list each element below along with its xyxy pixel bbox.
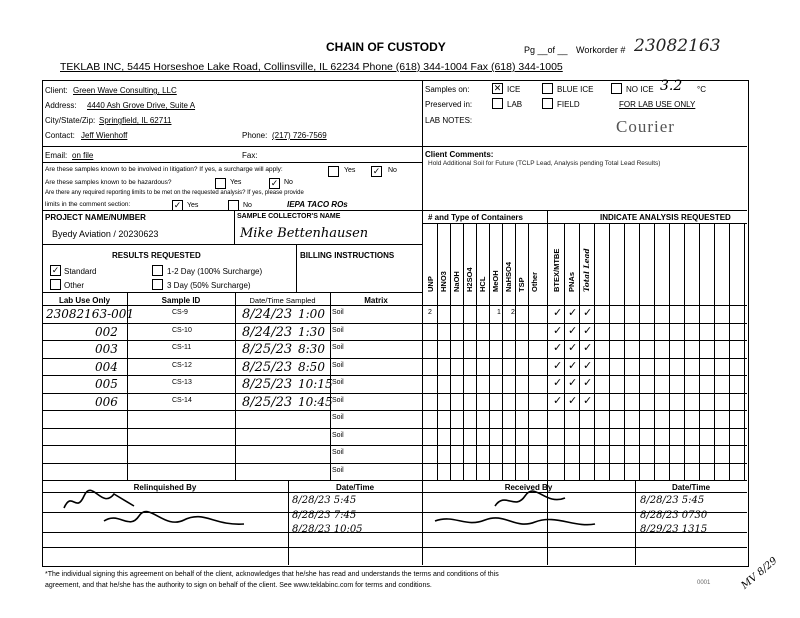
limits-question: Are there any required reporting limits to be met on the requested analysis? If yes, please provide	[45, 190, 304, 196]
samples-on-label: Samples on:	[425, 85, 470, 94]
btex-check-cell: ✓	[553, 394, 563, 407]
page-number-label: Pg __of __	[524, 45, 568, 55]
matrix-cell: Soil	[332, 344, 344, 351]
time-cell: 8:50	[298, 359, 325, 374]
blue-ice-checkbox[interactable]	[542, 83, 553, 94]
matrix-cell: Soil	[332, 466, 344, 474]
received-datetime-1: 8/28/23 5:45	[640, 495, 705, 506]
lead-check-cell: ✓	[583, 324, 593, 337]
btex-check-cell: ✓	[553, 377, 563, 389]
relinquished-signatures	[44, 486, 424, 546]
project-value: Byedy Aviation / 20230623	[52, 229, 159, 239]
email-value: on file	[72, 151, 94, 160]
temperature-value: 3.2	[660, 78, 683, 94]
client-comments-value: Hold Additional Soil for Future (TCLP Lead, Analysis pending Total Lead Results)	[428, 160, 661, 167]
hazardous-no-checkbox[interactable]: ✓	[270, 178, 279, 188]
preserved-lab-checkbox[interactable]	[492, 98, 503, 109]
pna-check-cell: ✓	[568, 342, 578, 354]
lead-check-cell: ✓	[583, 342, 593, 354]
container-col-h2so4: H2SO4	[465, 267, 474, 292]
three-day-label: 3 Day (50% Surcharge)	[167, 281, 251, 290]
lead-check-cell: ✓	[583, 377, 593, 389]
one-two-day-checkbox[interactable]	[152, 265, 163, 276]
signature-stroke-2	[104, 512, 244, 525]
lab-id-cell: 002	[95, 324, 118, 339]
relinquished-datetime-2: 8/28/23 7:45	[292, 510, 357, 521]
time-cell: 1:00	[298, 307, 325, 321]
pna-check-cell: ✓	[568, 377, 578, 389]
signature-stroke-4	[435, 518, 595, 525]
matrix-cell: Soil	[332, 379, 344, 386]
col-header-matrix: Matrix	[364, 296, 388, 305]
preserved-label: Preserved in:	[425, 100, 473, 109]
litigation-no-checkbox[interactable]: ✓	[372, 166, 381, 176]
courier-stamp: Courier	[616, 117, 675, 136]
relinquished-by-label: Relinquished By	[133, 483, 197, 492]
lab-id-cell: 004	[95, 359, 118, 374]
pna-check-cell: ✓	[568, 307, 578, 319]
workorder-label: Workorder #	[576, 45, 626, 55]
city-label: City/State/Zip:	[45, 116, 96, 125]
btex-check-cell: ✓	[553, 342, 563, 354]
sample-id-cell: CS-12	[172, 361, 192, 369]
col-header-date-time: Date/Time Sampled	[249, 296, 316, 305]
lab-notes-label: LAB NOTES:	[425, 116, 473, 125]
limits-yes-checkbox[interactable]: ✓	[173, 200, 182, 210]
container-col-meoh: MeOH	[491, 270, 500, 292]
analysis-col-pnas: PNAs	[567, 271, 576, 292]
limits-question-2: limits in the comment section:	[45, 201, 131, 208]
address-label: Address:	[45, 101, 77, 110]
date-cell: 8/25/23	[242, 342, 293, 357]
lab-address-line: TEKLAB INC, 5445 Horseshoe Lake Road, Collinsville, IL 62234 Phone (618) 344-1004 Fax (618) 344-1005	[60, 61, 563, 73]
signature-stroke-1	[64, 490, 134, 508]
meoh-count-cell: 1	[497, 309, 501, 316]
time-cell: 10:45	[298, 394, 333, 409]
container-col-tsp: TSP	[517, 277, 526, 292]
sample-id-cell: CS-13	[172, 379, 192, 386]
phone-label: Phone:	[242, 131, 268, 140]
btex-check-cell: ✓	[553, 359, 563, 372]
project-label: PROJECT NAME/NUMBER	[45, 213, 146, 222]
client-value: Green Wave Consulting, LLC	[73, 86, 177, 95]
ice-checkbox[interactable]: ✕	[493, 83, 502, 93]
containers-label: # and Type of Containers	[428, 213, 523, 222]
btex-check-cell: ✓	[553, 324, 563, 337]
one-two-day-label: 1-2 Day (100% Surcharge)	[167, 267, 263, 276]
standard-label: Standard	[64, 267, 97, 276]
matrix-cell: Soil	[332, 326, 344, 334]
litigation-no-label: No	[388, 167, 397, 174]
date-cell: 8/24/23	[242, 324, 293, 340]
lab-id-cell: 006	[95, 394, 118, 409]
received-signatures	[425, 486, 635, 546]
address-value: 4440 Ash Grove Drive, Suite A	[87, 101, 196, 110]
client-comments-label: Client Comments:	[425, 150, 494, 159]
no-ice-label: NO ICE	[626, 85, 654, 94]
limits-yes-label: Yes	[187, 202, 199, 209]
matrix-cell: Soil	[332, 396, 344, 404]
ice-label: ICE	[507, 85, 521, 94]
pna-check-cell: ✓	[568, 324, 578, 337]
three-day-checkbox[interactable]	[152, 279, 163, 290]
sample-id-cell: CS-11	[172, 344, 192, 351]
datetime-label-1: Date/Time	[335, 483, 375, 492]
analysis-col-total-lead: Total Lead	[582, 248, 591, 292]
signature-stroke-3	[495, 491, 565, 506]
contact-value: Jeff Wienhoff	[81, 131, 128, 140]
btex-check-cell: ✓	[553, 307, 563, 319]
date-cell: 8/25/23	[242, 377, 293, 392]
taco-ros-label: IEPA TACO ROs	[287, 200, 348, 209]
city-value: Springfield, IL 62711	[99, 116, 172, 125]
time-cell: 10:15	[298, 377, 333, 391]
preserved-field-label: FIELD	[557, 100, 580, 109]
container-col-hno3: HNO3	[439, 271, 448, 292]
pna-check-cell: ✓	[568, 359, 578, 372]
collector-label: SAMPLE COLLECTOR'S NAME	[237, 213, 341, 220]
container-col-nahso4: NaHSO4	[504, 261, 513, 292]
received-by-label: Received By	[504, 483, 553, 492]
col-header-lab-use: Lab Use Only	[58, 296, 111, 305]
container-col-unp: UNP	[426, 276, 435, 292]
preserved-field-checkbox[interactable]	[542, 98, 553, 109]
container-col-naoh: NaOH	[452, 271, 461, 292]
lab-id-cell: 23082163-001	[46, 307, 135, 321]
preserved-lab-label: LAB	[507, 100, 523, 109]
nahso4-count-cell: 2	[511, 309, 515, 316]
time-cell: 1:30	[298, 324, 325, 339]
time-cell: 8:30	[298, 342, 325, 356]
litigation-yes-label: Yes	[344, 167, 356, 174]
litigation-question: Are these samples known to be involved in litigation? If yes, a surcharge will apply:	[45, 166, 283, 173]
document-title: CHAIN OF CUSTODY	[326, 40, 446, 54]
email-label: Email:	[45, 151, 68, 160]
date-cell: 8/25/23	[242, 394, 293, 410]
container-col-hcl: HCL	[478, 276, 487, 292]
matrix-cell: Soil	[332, 361, 344, 369]
matrix-cell: Soil	[332, 431, 344, 439]
sample-id-cell: CS-14	[172, 396, 192, 404]
hazardous-yes-label: Yes	[230, 179, 242, 186]
temperature-unit: °C	[697, 85, 706, 94]
disclaimer-line-1: *The individual signing this agreement on behalf of the client, acknowledges that he/she has read and understands the terms and conditions of this	[45, 571, 499, 578]
reviewer-initials: MV 8/29	[739, 555, 780, 592]
collector-value: Mike Bettenhausen	[240, 226, 369, 241]
hazardous-question: Are these samples known to be hazardous?	[45, 179, 172, 186]
phone-value: (217) 726-7569	[272, 131, 327, 140]
litigation-yes-checkbox[interactable]	[328, 166, 339, 177]
limits-no-label: No	[243, 202, 252, 209]
hazardous-no-label: No	[284, 179, 293, 186]
matrix-cell: Soil	[332, 309, 344, 316]
lead-check-cell: ✓	[583, 307, 593, 319]
contact-label: Contact:	[45, 131, 75, 140]
billing-instructions-label: BILLING INSTRUCTIONS	[300, 251, 395, 260]
sample-id-cell: CS-10	[172, 326, 192, 334]
received-datetime-2: 8/28/23 0730	[640, 510, 708, 521]
other-label: Other	[64, 281, 85, 290]
form-code: 0001	[697, 580, 711, 586]
other-checkbox[interactable]	[50, 279, 61, 290]
matrix-cell: Soil	[332, 414, 344, 421]
analysis-col-btex-mtbe: BTEX/MTBE	[552, 248, 561, 292]
disclaimer-line-2: agreement, and that he/she has the authority to sign on behalf of the client. See www.teklabinc.com for terms and conditions.	[45, 582, 432, 589]
container-col-other: Other	[530, 271, 539, 292]
lab-use-only-label: FOR LAB USE ONLY	[619, 100, 696, 109]
date-cell: 8/24/23	[242, 307, 293, 322]
unp-count-cell: 2	[428, 309, 432, 316]
blue-ice-label: BLUE ICE	[557, 85, 594, 94]
lead-check-cell: ✓	[583, 359, 593, 372]
sample-id-cell: CS-9	[172, 309, 188, 316]
lab-id-cell: 005	[95, 377, 118, 391]
datetime-label-2: Date/Time	[671, 483, 711, 492]
analysis-label: INDICATE ANALYSIS REQUESTED	[600, 213, 731, 222]
lab-id-cell: 003	[95, 342, 118, 356]
date-cell: 8/25/23	[242, 359, 293, 375]
results-requested-label: RESULTS REQUESTED	[112, 251, 201, 260]
workorder-number: 23082163	[634, 36, 721, 56]
received-datetime-3: 8/29/23 1315	[640, 524, 708, 535]
fax-label: Fax:	[242, 151, 258, 160]
matrix-cell: Soil	[332, 449, 344, 456]
hazardous-yes-checkbox[interactable]	[215, 178, 226, 189]
lead-check-cell: ✓	[583, 394, 593, 407]
standard-checkbox[interactable]: ✓	[51, 265, 60, 275]
col-header-sample-id: Sample ID	[161, 296, 201, 305]
relinquished-datetime-3: 8/28/23 10:05	[292, 524, 363, 535]
relinquished-datetime-1: 8/28/23 5:45	[292, 495, 357, 506]
no-ice-checkbox[interactable]	[611, 83, 622, 94]
client-label: Client:	[45, 86, 68, 95]
pna-check-cell: ✓	[568, 394, 578, 407]
